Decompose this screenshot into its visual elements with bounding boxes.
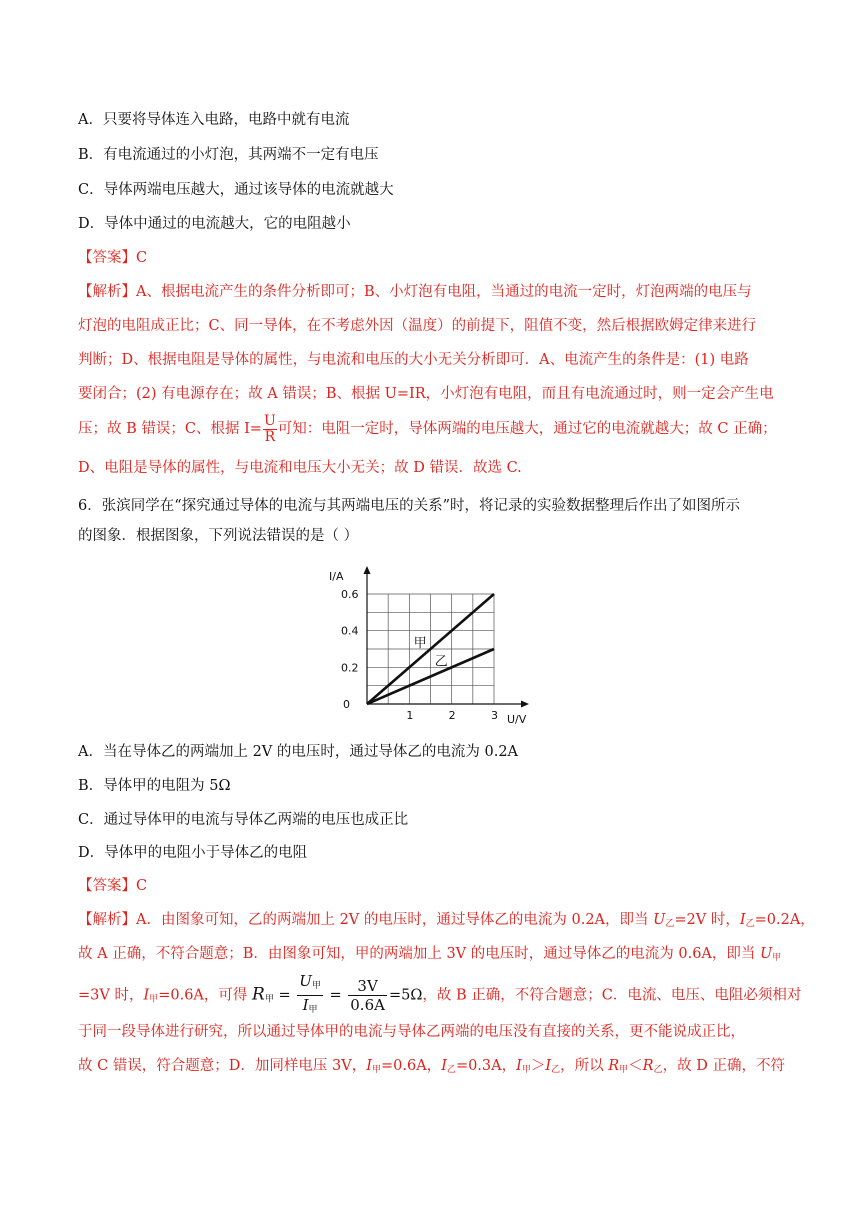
analysis-text: 可知：电阻一定时，导体两端的电压越大，通过它的电流就越大；故 C 正确； (277, 421, 777, 437)
subscript: 乙 (551, 1065, 561, 1075)
symbol-r: R (252, 984, 265, 1005)
analysis-label: 【解析】 (78, 284, 136, 300)
series-label-2: 乙 (434, 654, 448, 670)
symbol-i: I (366, 1058, 372, 1074)
subscript: 甲 (308, 1005, 318, 1015)
q6-stem-line-2: 的图象．根据图象，下列说法错误的是（ ） (78, 528, 359, 544)
y-tick-label: 0.2 (341, 661, 359, 675)
q5-analysis-line-4: 要闭合；(2) 有电源存在；故 A 错误；B、根据 U=IR，小灯泡有电阻，而且有电流通过时，则一定会产生电 (78, 386, 774, 402)
analysis-text: ，故 D 正确，不符 (662, 1058, 785, 1074)
q5-analysis-line-1 (78, 282, 752, 302)
symbol-i: I (441, 1058, 447, 1074)
symbol-u: U (760, 946, 773, 962)
subscript: 甲 (264, 994, 274, 1005)
y-axis-arrow-icon (364, 566, 371, 574)
q5-answer: 【答案】C (78, 250, 148, 266)
subscript: 甲 (149, 994, 159, 1005)
q5-analysis-line-2: 灯泡的电阻成正比；C、同一导体，在不考虑外因（温度）的前提下，阻值不变，然后根据欧姆定律来进行 (78, 318, 757, 334)
analysis-text: A．由图象可知，乙的两端加上 2V 的电压时，通过导体乙的电流为 0.2A，即当 (136, 912, 654, 928)
analysis-text: =0.2A， (754, 912, 815, 928)
q6-answer: 【答案】C (78, 878, 148, 894)
analysis-text: 压；故 B 错误；C、根据 I= (78, 421, 262, 437)
analysis-text: 故 A 正确，不符合题意；B．由图象可知，甲的两端加上 3V 的电压时，通过导体乙的电流为 0.6A，即当 (78, 946, 761, 962)
analysis-text: =2V 时， (674, 912, 740, 928)
analysis-text: 故 C 错误，符合题意；D．加同样电压 3V， (78, 1058, 367, 1074)
analysis-label: 【解析】 (78, 912, 136, 928)
series-label-1: 甲 (413, 636, 427, 652)
x-tick-label: 2 (448, 709, 456, 722)
fraction-numerator: 3V (348, 977, 387, 996)
subscript: 乙 (653, 1065, 663, 1075)
y-tick-label: 0.6 (341, 588, 359, 601)
fraction-denominator: R (264, 428, 276, 445)
subscript: 甲 (311, 981, 321, 991)
q5-option-a: A．只要将导体连入电路，电路中就有电流 (78, 112, 350, 128)
q6-analysis-line-5 (78, 1056, 785, 1080)
analysis-text: =0.6A，可得 (158, 987, 253, 1004)
result-value: =5Ω (388, 987, 423, 1004)
analysis-text: ，故 B 正确，不符合题意；C．电流、电压、电阻必须相对 (422, 987, 802, 1004)
q5-analysis-line-6: D、电阻是导体的属性，与电流和电压大小无关；故 D 错误．故选 C. (78, 460, 522, 476)
symbol-i: I (143, 987, 150, 1004)
q6-option-d: D．导体甲的电阻小于导体乙的电阻 (78, 845, 308, 861)
current-voltage-graph (325, 562, 535, 727)
graph-ticks (341, 588, 498, 722)
fraction-u-over-i (297, 972, 323, 1019)
x-tick-label: 3 (491, 709, 498, 722)
x-tick-label: 1 (406, 709, 414, 722)
x-axis-label: U/V (507, 713, 527, 726)
symbol-r: R (608, 1058, 620, 1074)
origin-label: 0 (343, 698, 350, 711)
fraction-numerator: U (263, 412, 276, 429)
symbol-i: I (516, 1058, 522, 1074)
q6-analysis-line-2 (78, 944, 781, 968)
fraction-denominator: I (302, 996, 309, 1014)
y-axis-label: I/A (329, 570, 344, 583)
graph-axes (329, 566, 529, 726)
q6-analysis-line-3 (78, 972, 801, 1020)
q6-stem-line-1: 6．张滨同学在“探究通过导体的电流与其两端电压的关系”时，将记录的实验数据整理后作出了如图所示 (78, 498, 741, 514)
fraction-u-over-r (263, 414, 277, 445)
analysis-text: ＜ (628, 1058, 643, 1074)
fraction-denominator: 0.6A (350, 996, 385, 1014)
q5-option-d: D．导体中通过的电流越大，它的电阻越小 (78, 216, 351, 232)
analysis-text: A、根据电流产生的条件分析即可；B、小灯泡有电阻，当通过的电流一定时，灯泡两端的电压与 (136, 284, 752, 300)
fraction-numerator: U (299, 972, 312, 990)
subscript: 甲 (371, 1065, 381, 1075)
equals-sign: = (273, 987, 296, 1004)
subscript: 甲 (521, 1065, 531, 1075)
subscript: 乙 (665, 919, 675, 929)
analysis-text: =3V 时， (78, 987, 144, 1004)
subscript: 甲 (619, 1065, 629, 1075)
q6-option-c: C．通过导体甲的电流与导体乙两端的电压也成正比 (78, 812, 409, 828)
q6-option-a: A．当在导体乙的两端加上 2V 的电压时，通过导体乙的电流为 0.2A (78, 744, 519, 760)
y-tick-label: 0.4 (341, 624, 359, 638)
symbol-i: I (545, 1058, 552, 1074)
x-axis-arrow-icon (521, 701, 529, 708)
q5-option-c: C．导体两端电压越大，通过该导体的电流就越大 (78, 182, 394, 198)
q6-analysis-line-1 (78, 910, 815, 934)
symbol-u: U (653, 912, 666, 928)
analysis-text: ＞ (530, 1058, 546, 1074)
subscript: 乙 (745, 919, 755, 929)
symbol-r: R (642, 1058, 654, 1074)
q5-option-b: B．有电流通过的小灯泡，其两端不一定有电压 (78, 147, 379, 163)
analysis-text: ，所以 (560, 1058, 609, 1074)
q6-analysis-line-4: 于同一段导体进行研究，所以通过导体甲的电流与导体乙两端的电压没有直接的关系，更不能说成正比， (78, 1024, 745, 1040)
symbol-i: I (739, 912, 746, 928)
subscript: 甲 (772, 953, 782, 963)
q5-analysis-line-3: 判断；D、根据电阻是导体的属性，与电流和电压的大小无关分析即可．A、电流产生的条件是：(1) 电路 (78, 352, 749, 368)
equals-sign: = (324, 987, 347, 1004)
analysis-text: =0.3A， (455, 1058, 517, 1074)
q5-analysis-line-5 (78, 412, 777, 446)
q6-option-b: B．导体甲的电阻为 5Ω (78, 778, 231, 794)
analysis-text: =0.6A， (381, 1058, 442, 1074)
fraction-values (348, 977, 387, 1014)
subscript: 乙 (446, 1065, 456, 1075)
